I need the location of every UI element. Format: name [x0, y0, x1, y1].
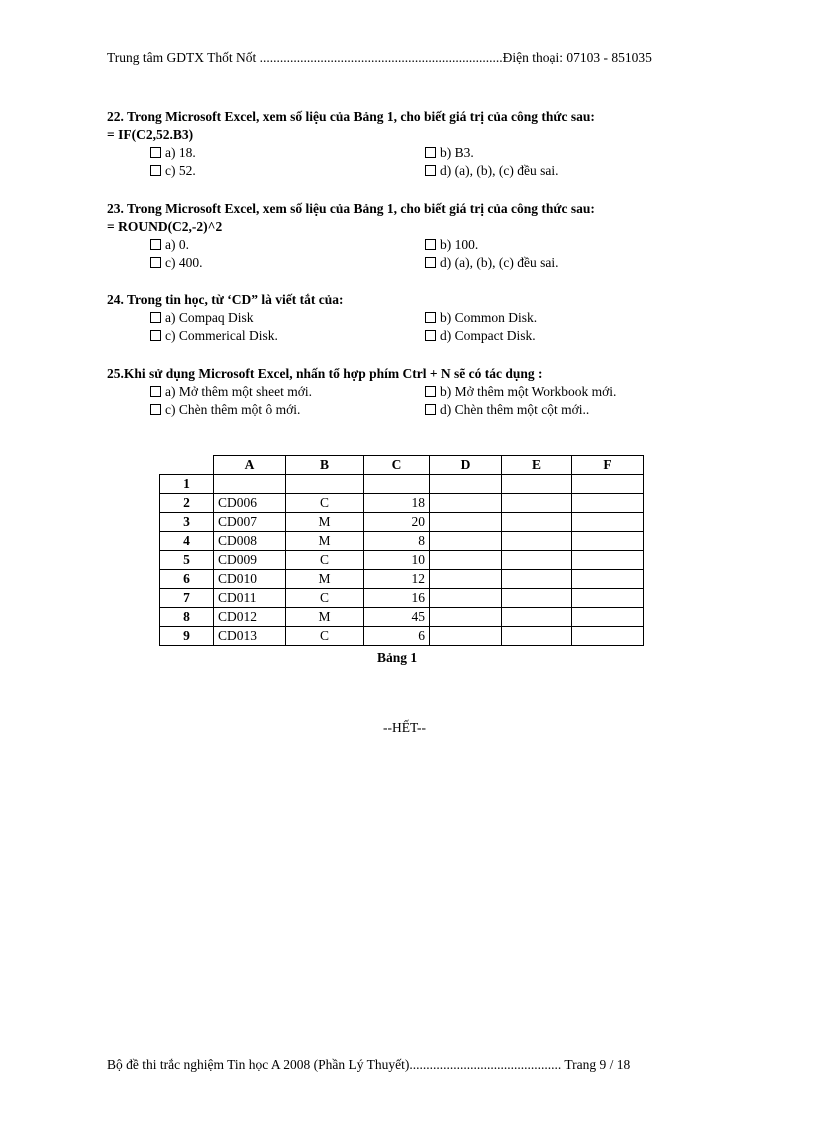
row-number: 5 [160, 551, 214, 570]
checkbox-icon[interactable] [150, 404, 161, 415]
table-row [160, 570, 644, 589]
cell-a: CD007 [214, 513, 286, 532]
cell-a: CD009 [214, 551, 286, 570]
cell-e [502, 589, 572, 608]
question-title: 25.Khi sử dụng Microsoft Excel, nhấn tổ hợp phím Ctrl + N sẽ có tác dụng : [107, 366, 543, 381]
page-header [107, 50, 711, 66]
cell-b: C [286, 494, 364, 513]
footer-title: Bộ đề thi trắc nghiệm Tin học A 2008 (Phần Lý Thuyết) [107, 1057, 410, 1072]
cell-c: 12 [364, 570, 430, 589]
cell-c: 6 [364, 627, 430, 646]
cell-e [502, 551, 572, 570]
row-number: 7 [160, 589, 214, 608]
cell-c: 16 [364, 589, 430, 608]
cell-a: CD012 [214, 608, 286, 627]
options [150, 309, 707, 345]
end-marker: --HẾT-- [383, 720, 426, 735]
row-number: 4 [160, 532, 214, 551]
corner-cell [160, 456, 214, 475]
cell-d [430, 532, 502, 551]
checkbox-icon[interactable] [150, 386, 161, 397]
checkbox-icon[interactable] [425, 386, 436, 397]
option-a[interactable]: a) 18. [150, 144, 196, 162]
option-d[interactable]: d) Compact Disk. [425, 327, 536, 345]
row-number: 2 [160, 494, 214, 513]
row-number: 6 [160, 570, 214, 589]
question-formula: = ROUND(C2,-2)^2 [107, 219, 223, 234]
table-row [160, 551, 644, 570]
cell-b: M [286, 608, 364, 627]
cell-d [430, 513, 502, 532]
cell-c: 18 [364, 494, 430, 513]
checkbox-icon[interactable] [150, 257, 161, 268]
table-caption: Bảng 1 [377, 650, 418, 665]
cell-c: 20 [364, 513, 430, 532]
checkbox-icon[interactable] [425, 147, 436, 158]
cell-b: M [286, 570, 364, 589]
cell-e [502, 608, 572, 627]
column-header-row [160, 456, 644, 475]
checkbox-icon[interactable] [150, 147, 161, 158]
cell-e [502, 475, 572, 494]
option-d[interactable]: d) (a), (b), (c) đều sai. [425, 254, 558, 272]
option-c[interactable]: c) 52. [150, 162, 196, 180]
page-footer [107, 1057, 702, 1073]
sheet-table [159, 455, 644, 646]
cell-f [572, 475, 644, 494]
option-a[interactable]: a) Mở thêm một sheet mới. [150, 383, 312, 401]
cell-f [572, 513, 644, 532]
question-24 [107, 291, 707, 345]
option-c[interactable]: c) 400. [150, 254, 203, 272]
column-header-d: D [430, 456, 502, 475]
cell-d [430, 627, 502, 646]
cell-d [430, 475, 502, 494]
cell-d [430, 608, 502, 627]
cell-b: M [286, 532, 364, 551]
table-row [160, 513, 644, 532]
cell-d [430, 570, 502, 589]
table-row [160, 627, 644, 646]
checkbox-icon[interactable] [425, 330, 436, 341]
row-number: 3 [160, 513, 214, 532]
cell-a: CD006 [214, 494, 286, 513]
cell-a: CD008 [214, 532, 286, 551]
option-a[interactable]: a) 0. [150, 236, 189, 254]
cell-f [572, 589, 644, 608]
cell-f [572, 532, 644, 551]
checkbox-icon[interactable] [150, 312, 161, 323]
cell-c: 45 [364, 608, 430, 627]
header-phone: Điện thoại: 07103 - 851035 [502, 50, 652, 65]
cell-f [572, 494, 644, 513]
cell-f [572, 608, 644, 627]
column-header-a: A [214, 456, 286, 475]
cell-f [572, 627, 644, 646]
checkbox-icon[interactable] [425, 404, 436, 415]
question-23 [107, 200, 707, 272]
question-title: 24. Trong tin học, từ ‘CD” là viết tắt của: [107, 292, 344, 307]
option-d[interactable]: d) Chèn thêm một cột mới.. [425, 401, 589, 419]
options [150, 236, 707, 272]
cell-f [572, 570, 644, 589]
option-c[interactable]: c) Chèn thêm một ô mới. [150, 401, 300, 419]
table-row [160, 494, 644, 513]
checkbox-icon[interactable] [425, 312, 436, 323]
table-row [160, 608, 644, 627]
cell-e [502, 513, 572, 532]
cell-d [430, 494, 502, 513]
option-d[interactable]: d) (a), (b), (c) đều sai. [425, 162, 558, 180]
column-header-f: F [572, 456, 644, 475]
row-number: 9 [160, 627, 214, 646]
question-25 [107, 365, 707, 419]
cell-a: CD013 [214, 627, 286, 646]
option-b[interactable]: b) Common Disk. [425, 309, 537, 327]
option-c[interactable]: c) Commerical Disk. [150, 327, 278, 345]
checkbox-icon[interactable] [425, 257, 436, 268]
cell-a [214, 475, 286, 494]
options [150, 144, 707, 180]
checkbox-icon[interactable] [425, 239, 436, 250]
option-b[interactable]: b) B3. [425, 144, 474, 162]
column-header-b: B [286, 456, 364, 475]
footer-dot-leader: ............................................. [409, 1057, 562, 1072]
page-number: Trang 9 / 18 [564, 1057, 631, 1072]
header-dot-leader: ........................................................................ [259, 50, 503, 65]
cell-a: CD011 [214, 589, 286, 608]
cell-d [430, 551, 502, 570]
cell-e [502, 570, 572, 589]
cell-b [286, 475, 364, 494]
cell-e [502, 532, 572, 551]
row-number: 8 [160, 608, 214, 627]
question-formula: = IF(C2,52.B3) [107, 127, 194, 142]
checkbox-icon[interactable] [150, 165, 161, 176]
cell-e [502, 627, 572, 646]
cell-c [364, 475, 430, 494]
table-row [160, 475, 644, 494]
cell-f [572, 551, 644, 570]
option-a[interactable]: a) Compaq Disk [150, 309, 254, 327]
cell-c: 10 [364, 551, 430, 570]
question-title: 23. Trong Microsoft Excel, xem số liệu của Bảng 1, cho biết giá trị của công thức sau: [107, 201, 595, 216]
cell-b: C [286, 589, 364, 608]
checkbox-icon[interactable] [425, 165, 436, 176]
cell-b: M [286, 513, 364, 532]
cell-b: C [286, 627, 364, 646]
question-22 [107, 108, 707, 180]
cell-b: C [286, 551, 364, 570]
column-header-c: C [364, 456, 430, 475]
table-row [160, 532, 644, 551]
column-header-e: E [502, 456, 572, 475]
question-title: 22. Trong Microsoft Excel, xem số liệu của Bảng 1, cho biết giá trị của công thức sau: [107, 109, 595, 124]
checkbox-icon[interactable] [150, 330, 161, 341]
header-center-name: Trung tâm GDTX Thốt Nốt [107, 50, 257, 65]
table-row [160, 589, 644, 608]
option-b[interactable]: b) 100. [425, 236, 478, 254]
row-number: 1 [160, 475, 214, 494]
option-b[interactable]: b) Mở thêm một Workbook mới. [425, 383, 616, 401]
cell-d [430, 589, 502, 608]
cell-e [502, 494, 572, 513]
options [150, 383, 707, 419]
cell-a: CD010 [214, 570, 286, 589]
checkbox-icon[interactable] [150, 239, 161, 250]
cell-c: 8 [364, 532, 430, 551]
